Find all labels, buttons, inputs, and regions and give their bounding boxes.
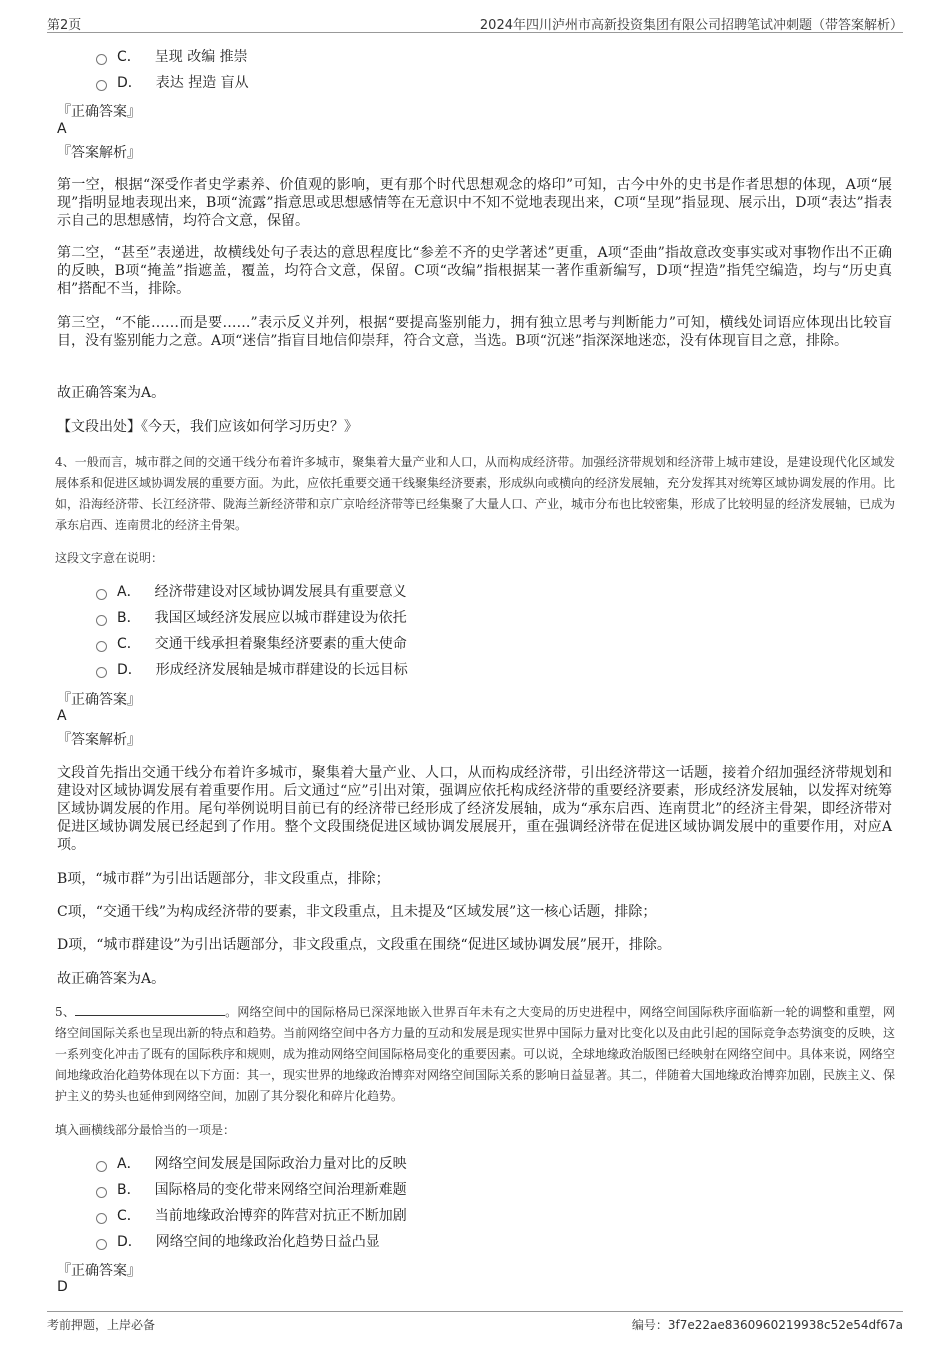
radio-icon[interactable] [96, 641, 107, 652]
q4-analysis-para-1: 文段首先指出交通干线分布着许多城市，聚集着大量产业、人口，从而构成经济带，引出经济带这一话题，接着介绍加强经济带规划和建设对区域协调发展有着重要作用。后文通过“应”引出对策，强调应依托构成经济带的重要经济要素，形成经济发展轴，以发挥对统筹区域协调发展的作用。尾句举例说明目前已有的经济带已经形成了经济发展轴，成为“承东启西、连南贯北”的经济主骨架，即经济带对促进区域协调发展已经起到了作用。整个文段围绕促进区域协调发展展开，重在强调经济带在促进区域协调发展中的重要作用，对应A项。 [57, 765, 892, 853]
q4-answer-label: 『正确答案』 [57, 692, 141, 708]
q4-question-text: 4、一般而言，城市群之间的交通干线分布着许多城市，聚集着大量产业和人口，从而构成经济带。加强经济带规划和经济带上城市建设，是建设现代化区域发展体系和促进区域协调发展的重要方面。为此，应依托重要交通干线聚集经济要素，形成纵向或横向的经济发展轴，充分发挥其对统筹区域协调发展的作用。比如，沿海经济带、长江经济带、陇海兰新经济带和京广京哈经济带等已经集聚了大量人口、产业，城市分布也比较密集，形成了比较明显的经济发展轴，已成为承东启西、连南贯北的经济主骨架。 [55, 455, 896, 532]
q4-answer: A [57, 708, 67, 724]
radio-icon[interactable] [96, 1239, 107, 1250]
q4-options [96, 579, 408, 683]
radio-icon[interactable] [96, 1213, 107, 1224]
q3-analysis-label: 『答案解析』 [57, 145, 141, 161]
q4-conclusion: 故正确答案为A。 [57, 971, 166, 987]
q3-option-d[interactable]: D． 表达 捏造 盲从 [96, 70, 249, 96]
document-id: 编号：3f7e22ae8360960219938c52e54df67a [631, 1318, 903, 1332]
document-title: 2024年四川泸州市高新投资集团有限公司招聘笔试冲刺题（带答案解析） [479, 18, 903, 33]
q4-option-b[interactable]: B． 我国区域经济发展应以城市群建设为依托 [96, 605, 408, 631]
page-header [47, 12, 903, 33]
q4-analysis-para-d: D项，“城市群建设”为引出话题部分，非文段重点，文段重在围绕“促进区域协调发展”展开，排除。 [57, 937, 671, 953]
q5-blank-line [75, 1003, 225, 1016]
radio-icon[interactable] [96, 80, 107, 91]
q4-analysis-label: 『答案解析』 [57, 732, 141, 748]
q5-option-c[interactable]: C． 当前地缘政治博弈的阵营对抗正不断加剧 [96, 1203, 407, 1229]
q3-conclusion: 故正确答案为A。 [57, 385, 166, 401]
q4-prompt: 这段文字意在说明： [55, 551, 164, 565]
radio-icon[interactable] [96, 54, 107, 65]
q3-analysis-para-1: 第一空，根据“深受作者史学素养、价值观的影响，更有那个时代思想观念的烙印”可知，古今中外的史书是作者思想的体现，A项“展现”指明显地表现出来，B项“流露”指意思或思想感情等在无意识中不知不觉地表现出来，C项“呈现”指显现、展示出，D项“表达”指表示自己的思想感情，均符合文意，保留。 [57, 177, 892, 229]
q3-source: 【文段出处】《今天，我们应该如何学习历史？》 [57, 419, 358, 435]
q3-option-c[interactable]: C． 呈现 改编 推崇 [96, 44, 249, 70]
radio-icon[interactable] [96, 1187, 107, 1198]
q3-options [96, 44, 249, 96]
radio-icon[interactable] [96, 589, 107, 600]
q5-question-text: 5、 。网络空间中的国际格局已深深地嵌入世界百年未有之大变局的历史进程中，网络空间国际秩序面临新一轮的调整和重塑，网络空间国际关系也呈现出新的特点和趋势。当前网络空间中各方力量的互动和发展是现实世界中国际力量对比变化以及由此引起的国际竞争态势演变的反映，这一系列变化冲击了既有的国际秩序和规则，成为推动网络空间国际格局变化的重要因素。可以说，全球地缘政治版图已经映射在网络空间中。具体来说，网络空间地缘政治化趋势体现在以下方面：其一，现实世界的地缘政治博弈对网络空间国际关系的影响日益显著。其二，伴随着大国地缘政治博弈加剧，民族主义、保护主义的势头也延伸到网络空间，加剧了其分裂化和碎片化趋势。 [55, 1005, 896, 1103]
q4-analysis-para-c: C项，“交通干线”为构成经济带的要素，非文段重点，且未提及“区域发展”这一核心话题，排除； [57, 904, 657, 920]
q4-analysis-para-b: B项，“城市群”为引出话题部分，非文段重点，排除； [57, 871, 390, 887]
q5-answer-label: 『正确答案』 [57, 1263, 141, 1279]
q5-option-d[interactable]: D． 网络空间的地缘政治化趋势日益凸显 [96, 1229, 407, 1255]
page-number: 第2页 [47, 18, 82, 33]
radio-icon[interactable] [96, 1161, 107, 1172]
radio-icon[interactable] [96, 667, 107, 678]
footer-slogan: 考前押题，上岸必备 [47, 1318, 156, 1332]
q4-option-c[interactable]: C． 交通干线承担着聚集经济要素的重大使命 [96, 631, 408, 657]
q5-answer: D [57, 1279, 68, 1295]
q5-number: 5、 [55, 1005, 75, 1019]
q4-option-a[interactable]: A． 经济带建设对区域协调发展具有重要意义 [96, 579, 408, 605]
q5-prompt: 填入画横线部分最恰当的一项是： [55, 1123, 236, 1137]
q4-option-d[interactable]: D． 形成经济发展轴是城市群建设的长远目标 [96, 657, 408, 683]
radio-icon[interactable] [96, 615, 107, 626]
q3-analysis-para-2: 第二空，“甚至”表递进，故横线处句子表达的意思程度比“参差不齐的史学著述”更重，A项“歪曲”指故意改变事实或对事物作出不正确的反映，B项“掩盖”指遮盖，覆盖，均符合文意，保留。C项“改编”指根据某一著作重新编写，D项“捏造”指凭空编造，均与“历史真相”搭配不当，排除。 [57, 245, 892, 297]
q3-analysis-para-3: 第三空，“不能……而是要……”表示反义并列，根据“要提高鉴别能力，拥有独立思考与判断能力”可知，横线处词语应体现出比较盲目，没有鉴别能力之意。A项“迷信”指盲目地信仰崇拜，符合文意，当选。B项“沉迷”指深深地迷恋，没有体现盲目之意，排除。 [57, 315, 892, 349]
q3-answer: A [57, 121, 67, 137]
q5-option-b[interactable]: B． 国际格局的变化带来网络空间治理新难题 [96, 1177, 407, 1203]
page-footer [47, 1311, 903, 1334]
q5-option-a[interactable]: A． 网络空间发展是国际政治力量对比的反映 [96, 1151, 407, 1177]
q3-answer-label: 『正确答案』 [57, 104, 141, 120]
q5-options [96, 1151, 407, 1255]
